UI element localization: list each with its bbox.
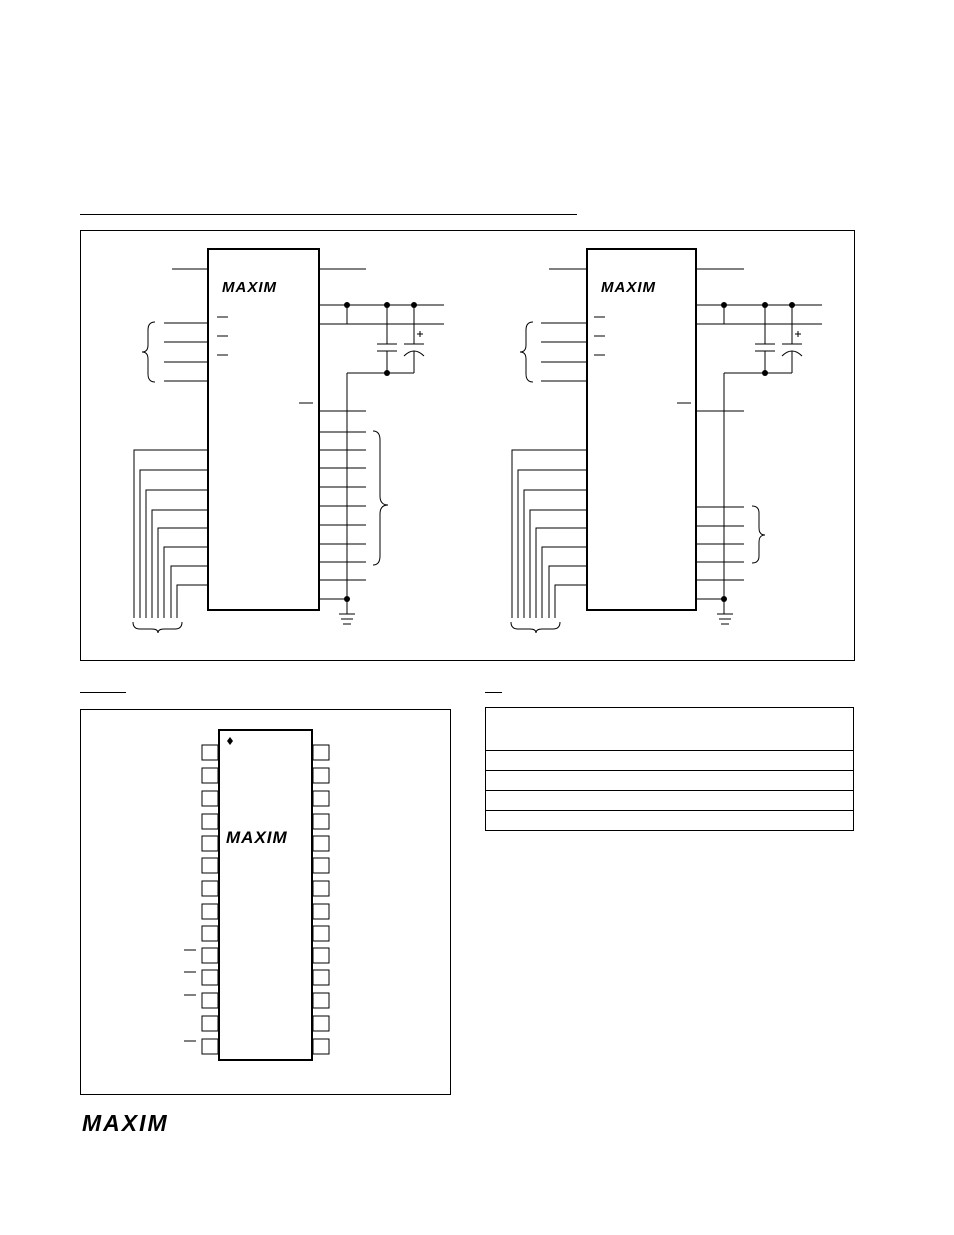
- section-rule-ordering-information: [485, 692, 502, 693]
- chip-logo-right: MAXIM: [601, 279, 656, 296]
- ordering-information-table: [485, 707, 854, 831]
- pin-configuration-frame: [80, 709, 451, 1095]
- table-row: [486, 751, 854, 771]
- table-row: [486, 771, 854, 791]
- section-rule-pin-configuration: [80, 692, 126, 693]
- typical-operating-circuit-frame: [80, 230, 855, 661]
- table-row: [486, 791, 854, 811]
- package-logo: MAXIM: [226, 828, 288, 847]
- section-rule-typical-operating-circuit: [80, 214, 577, 215]
- footer-maxim-logo: MAXIM: [82, 1110, 169, 1136]
- table-row: [486, 811, 854, 831]
- chip-logo-left: MAXIM: [222, 279, 277, 296]
- table-header-row: [486, 708, 854, 751]
